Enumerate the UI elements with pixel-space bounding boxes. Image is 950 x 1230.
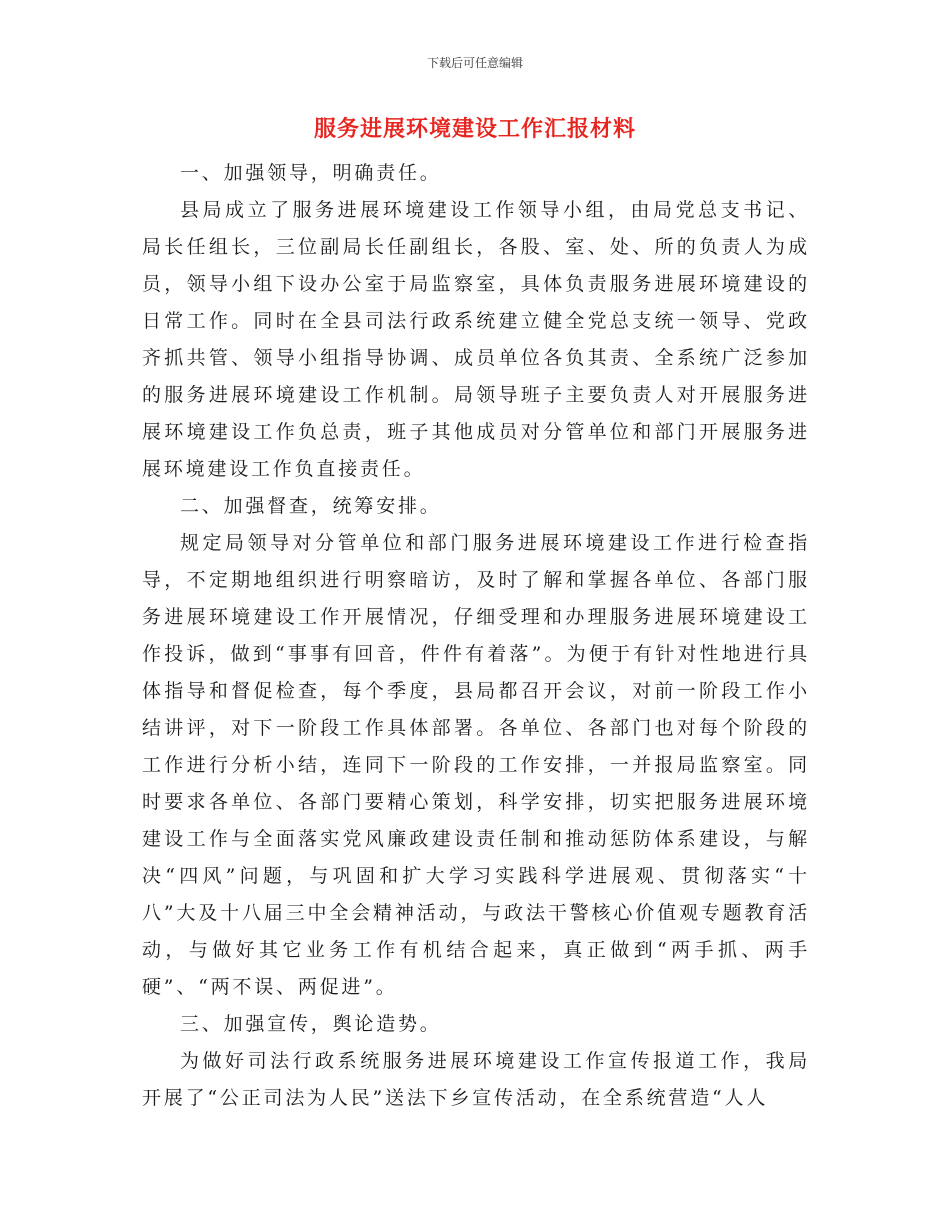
document-body [142, 155, 810, 1117]
section-heading-1: 一、加强领导，明确责任。 [180, 162, 442, 184]
header-note: 下载后可任意编辑 [426, 56, 523, 70]
paragraph-2: 规定局领导对分管单位和部门服务进展环境建设工作进行检查指导，不定期地组织进行明察暗访，及时了解和掌握各单位、各部门服务进展环境建设工作开展情况，仔细受理和办理服务进展环境建设工作投诉，做到“事事有回音，件件有着落”。为便于有针对性地进行具体指导和督促检查，每个季度，县局都召开会议，对前一阶段工作小结讲评，对下一阶段工作具体部署。各单位、各部门也对每个阶段的工作进行分析小结，连同下一阶段的工作安排，一并报局监察室。同时要求各单位、各部门要精心策划，科学安排，切实把服务进展环境建设工作与全面落实党风廉政建设责任制和推动惩防体系建设，与解决“四风”问题，与巩固和扩大学习实践科学进展观、贯彻落实“十八”大及十八届三中全会精神活动，与政法干警核心价值观专题教育活动，与做好其它业务工作有机结合起来，真正做到“两手抓、两手硬”、“两不误、两促进”。 [142, 532, 810, 998]
section-heading-2: 二、加强督查，统筹安排。 [180, 495, 442, 517]
section-heading-3: 三、加强宣传，舆论造势。 [180, 1013, 442, 1035]
document-title: 服务进展环境建设工作汇报材料 [313, 116, 636, 142]
paragraph-1: 县局成立了服务进展环境建设工作领导小组，由局党总支书记、局长任组长，三位副局长任副组长，各股、室、处、所的负责人为成员，领导小组下设办公室于局监察室，具体负责服务进展环境建设的日常工作。同时在全县司法行政系统建立健全党总支统一领导、党政齐抓共管、领导小组指导协调、成员单位各负其责、全系统广泛参加的服务进展环境建设工作机制。局领导班子主要负责人对开展服务进展环境建设工作负总责，班子其他成员对分管单位和部门开展服务进展环境建设工作负直接责任。 [142, 199, 810, 480]
paragraph-3: 为做好司法行政系统服务进展环境建设工作宣传报道工作，我局开展了“公正司法为人民”送法下乡宣传活动，在全系统营造“人人 [142, 1050, 810, 1109]
